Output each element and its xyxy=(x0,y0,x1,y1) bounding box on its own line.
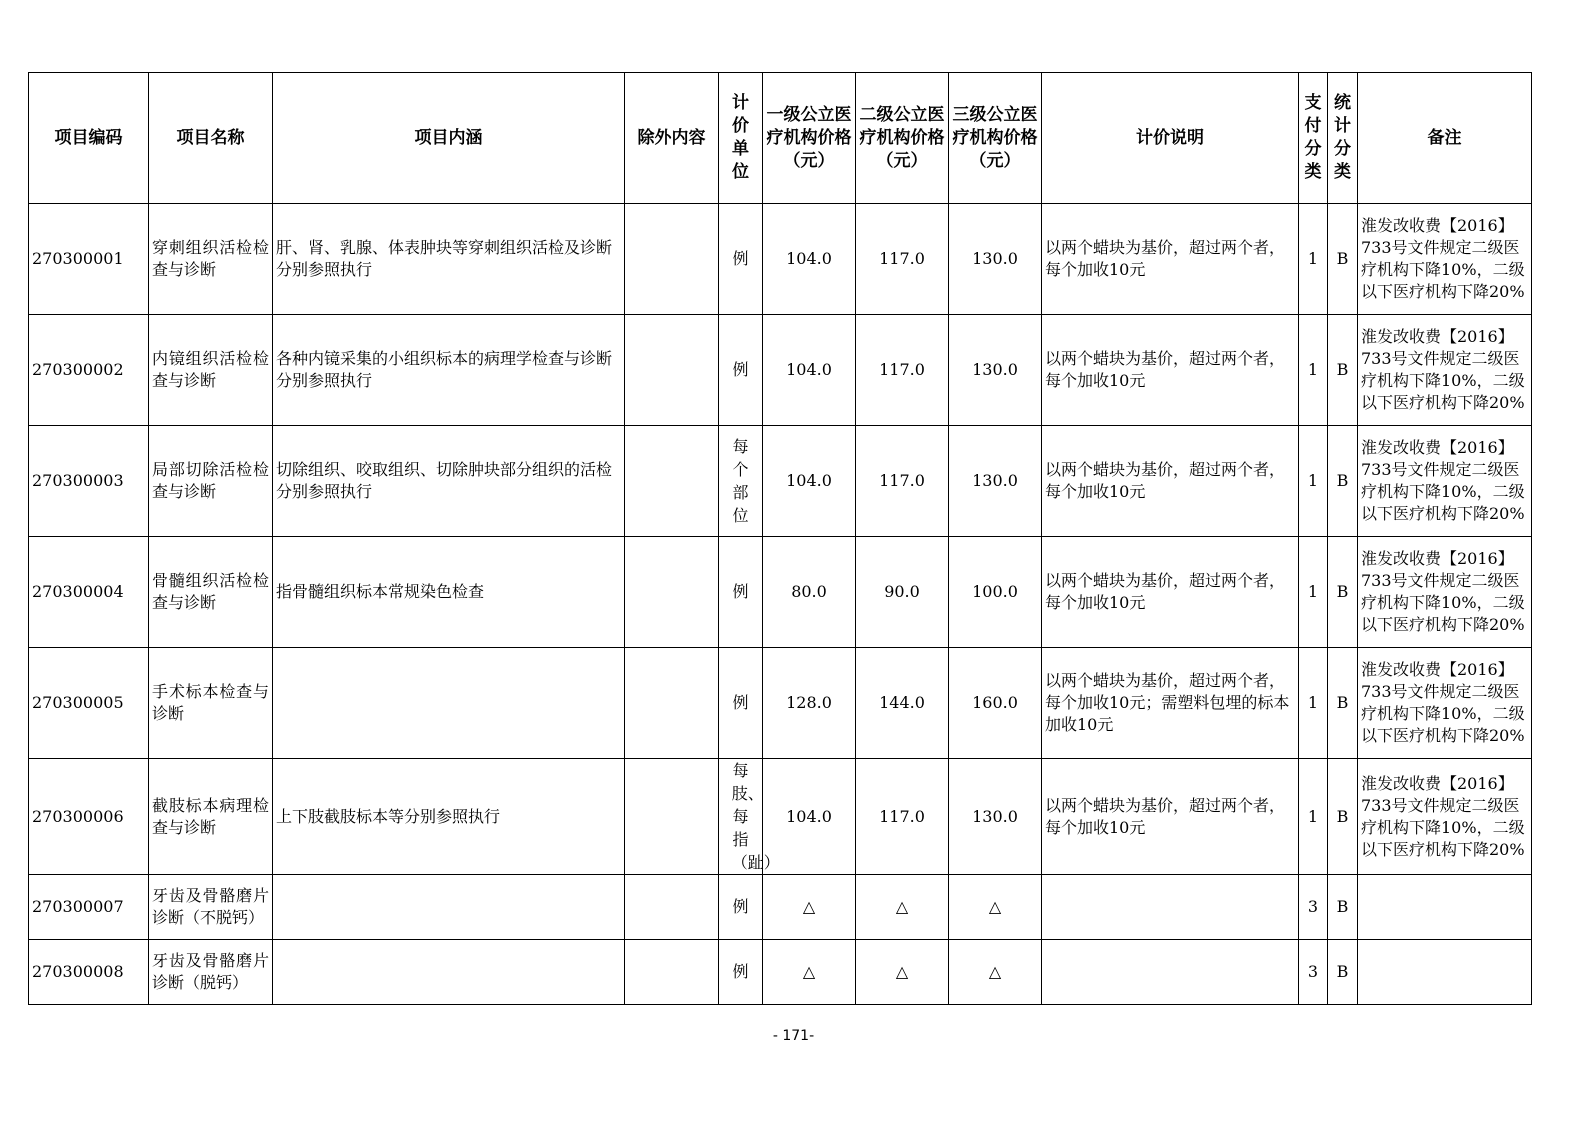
table-row xyxy=(29,426,1532,537)
cell-unit: 例 xyxy=(719,940,763,1005)
cell-pay-category: 1 xyxy=(1299,426,1328,537)
cell-price3: 130.0 xyxy=(949,426,1042,537)
cell-exclusion xyxy=(625,940,719,1005)
cell-name: 截肢标本病理检查与诊断 xyxy=(149,759,273,875)
cell-unit: 例 xyxy=(719,648,763,759)
header-pay-category xyxy=(1299,73,1328,204)
cell-code: 270300008 xyxy=(29,940,149,1005)
cell-note xyxy=(1358,940,1532,1005)
header-code: 项目编码 xyxy=(29,73,149,204)
cell-pay-category: 1 xyxy=(1299,204,1328,315)
cell-exclusion xyxy=(625,875,719,940)
header-description: 计价说明 xyxy=(1042,73,1299,204)
cell-content xyxy=(273,875,625,940)
cell-price3: 130.0 xyxy=(949,759,1042,875)
cell-unit-text: 每肢、每指（趾） xyxy=(731,761,780,872)
cell-price2: 117.0 xyxy=(856,204,949,315)
cell-price2: △ xyxy=(856,875,949,940)
header-name: 项目名称 xyxy=(149,73,273,204)
cell-price3: △ xyxy=(949,940,1042,1005)
cell-note: 淮发改收费【2016】733号文件规定二级医疗机构下降10%，二级以下医疗机构下降20% xyxy=(1358,426,1532,537)
table-row xyxy=(29,648,1532,759)
cell-pay-category: 1 xyxy=(1299,315,1328,426)
cell-stat-category: B xyxy=(1328,940,1358,1005)
cell-name: 局部切除活检检查与诊断 xyxy=(149,426,273,537)
cell-description: 以两个蜡块为基价，超过两个者，每个加收10元 xyxy=(1042,759,1299,875)
cell-price3: 130.0 xyxy=(949,204,1042,315)
cell-exclusion xyxy=(625,648,719,759)
cell-pay-category: 1 xyxy=(1299,759,1328,875)
table-row xyxy=(29,875,1532,940)
cell-pay-category: 1 xyxy=(1299,537,1328,648)
cell-unit: 例 xyxy=(719,315,763,426)
cell-price2: △ xyxy=(856,940,949,1005)
cell-note: 淮发改收费【2016】733号文件规定二级医疗机构下降10%，二级以下医疗机构下降20% xyxy=(1358,315,1532,426)
cell-code: 270300007 xyxy=(29,875,149,940)
header-unit xyxy=(719,73,763,204)
header-content: 项目内涵 xyxy=(273,73,625,204)
cell-pay-category: 1 xyxy=(1299,648,1328,759)
cell-stat-category: B xyxy=(1328,315,1358,426)
cell-code: 270300001 xyxy=(29,204,149,315)
cell-exclusion xyxy=(625,426,719,537)
cell-description xyxy=(1042,940,1299,1005)
cell-code: 270300004 xyxy=(29,537,149,648)
cell-name: 穿刺组织活检检查与诊断 xyxy=(149,204,273,315)
cell-description: 以两个蜡块为基价，超过两个者，每个加收10元 xyxy=(1042,426,1299,537)
cell-content xyxy=(273,648,625,759)
cell-price3: 160.0 xyxy=(949,648,1042,759)
cell-price2: 144.0 xyxy=(856,648,949,759)
cell-unit: 例 xyxy=(719,204,763,315)
cell-stat-category: B xyxy=(1328,426,1358,537)
header-exclusion: 除外内容 xyxy=(625,73,719,204)
cell-code: 270300002 xyxy=(29,315,149,426)
cell-price3: 100.0 xyxy=(949,537,1042,648)
cell-content: 切除组织、咬取组织、切除肿块部分组织的活检分别参照执行 xyxy=(273,426,625,537)
header-stat-category xyxy=(1328,73,1358,204)
cell-price3: △ xyxy=(949,875,1042,940)
cell-pay-category: 3 xyxy=(1299,940,1328,1005)
header-price3: 三级公立医疗机构价格（元） xyxy=(949,73,1042,204)
cell-content: 各种内镜采集的小组织标本的病理学检查与诊断分别参照执行 xyxy=(273,315,625,426)
price-table xyxy=(28,72,1532,1005)
cell-price1: 104.0 xyxy=(763,426,856,537)
cell-content xyxy=(273,940,625,1005)
cell-description: 以两个蜡块为基价，超过两个者，每个加收10元 xyxy=(1042,315,1299,426)
cell-price1: △ xyxy=(763,940,856,1005)
cell-code: 270300005 xyxy=(29,648,149,759)
cell-unit: 例 xyxy=(719,537,763,648)
cell-stat-category: B xyxy=(1328,875,1358,940)
table-row xyxy=(29,315,1532,426)
cell-name: 骨髓组织活检检查与诊断 xyxy=(149,537,273,648)
cell-code: 270300006 xyxy=(29,759,149,875)
cell-exclusion xyxy=(625,315,719,426)
cell-price1: 104.0 xyxy=(763,759,856,875)
header-unit-text: 计价单位 xyxy=(732,93,749,182)
cell-price3: 130.0 xyxy=(949,315,1042,426)
cell-stat-category: B xyxy=(1328,204,1358,315)
cell-price1: △ xyxy=(763,875,856,940)
cell-stat-category: B xyxy=(1328,648,1358,759)
cell-name: 内镜组织活检检查与诊断 xyxy=(149,315,273,426)
header-price2: 二级公立医疗机构价格（元） xyxy=(856,73,949,204)
header-pay-text: 支付分类 xyxy=(1304,93,1322,182)
cell-content: 肝、肾、乳腺、体表肿块等穿刺组织活检及诊断分别参照执行 xyxy=(273,204,625,315)
table-row xyxy=(29,940,1532,1005)
cell-unit xyxy=(719,426,763,537)
cell-stat-category: B xyxy=(1328,537,1358,648)
cell-note: 淮发改收费【2016】733号文件规定二级医疗机构下降10%，二级以下医疗机构下降20% xyxy=(1358,537,1532,648)
page-number: - 171- xyxy=(772,1028,815,1044)
header-stat-text: 统计分类 xyxy=(1334,93,1351,182)
cell-price2: 117.0 xyxy=(856,426,949,537)
cell-description: 以两个蜡块为基价，超过两个者，每个加收10元 xyxy=(1042,537,1299,648)
cell-description: 以两个蜡块为基价，超过两个者，每个加收10元；需塑料包埋的标本加收10元 xyxy=(1042,648,1299,759)
cell-description xyxy=(1042,875,1299,940)
cell-pay-category: 3 xyxy=(1299,875,1328,940)
cell-unit: 例 xyxy=(719,875,763,940)
header-price1: 一级公立医疗机构价格（元） xyxy=(763,73,856,204)
cell-note: 淮发改收费【2016】733号文件规定二级医疗机构下降10%，二级以下医疗机构下降20% xyxy=(1358,648,1532,759)
cell-stat-category: B xyxy=(1328,759,1358,875)
cell-note: 淮发改收费【2016】733号文件规定二级医疗机构下降10%，二级以下医疗机构下降20% xyxy=(1358,759,1532,875)
cell-exclusion xyxy=(625,759,719,875)
cell-exclusion xyxy=(625,204,719,315)
cell-note: 淮发改收费【2016】733号文件规定二级医疗机构下降10%，二级以下医疗机构下降20% xyxy=(1358,204,1532,315)
cell-price2: 117.0 xyxy=(856,759,949,875)
cell-name: 手术标本检查与诊断 xyxy=(149,648,273,759)
cell-note xyxy=(1358,875,1532,940)
cell-price1: 104.0 xyxy=(763,204,856,315)
header-notes: 备注 xyxy=(1358,73,1532,204)
cell-price1: 128.0 xyxy=(763,648,856,759)
cell-price2: 117.0 xyxy=(856,315,949,426)
cell-content: 上下肢截肢标本等分别参照执行 xyxy=(273,759,625,875)
header-row xyxy=(29,73,1532,204)
cell-content: 指骨髓组织标本常规染色检查 xyxy=(273,537,625,648)
cell-exclusion xyxy=(625,537,719,648)
table-row xyxy=(29,537,1532,648)
cell-unit-text: 每个部位 xyxy=(732,437,749,525)
cell-name: 牙齿及骨骼磨片诊断（脱钙） xyxy=(149,940,273,1005)
cell-description: 以两个蜡块为基价，超过两个者，每个加收10元 xyxy=(1042,204,1299,315)
cell-price1: 80.0 xyxy=(763,537,856,648)
table-row xyxy=(29,759,1532,875)
cell-price1: 104.0 xyxy=(763,315,856,426)
table-row xyxy=(29,204,1532,315)
cell-unit xyxy=(719,759,780,875)
cell-code: 270300003 xyxy=(29,426,149,537)
cell-price2: 90.0 xyxy=(856,537,949,648)
cell-name: 牙齿及骨骼磨片诊断（不脱钙） xyxy=(149,875,273,940)
